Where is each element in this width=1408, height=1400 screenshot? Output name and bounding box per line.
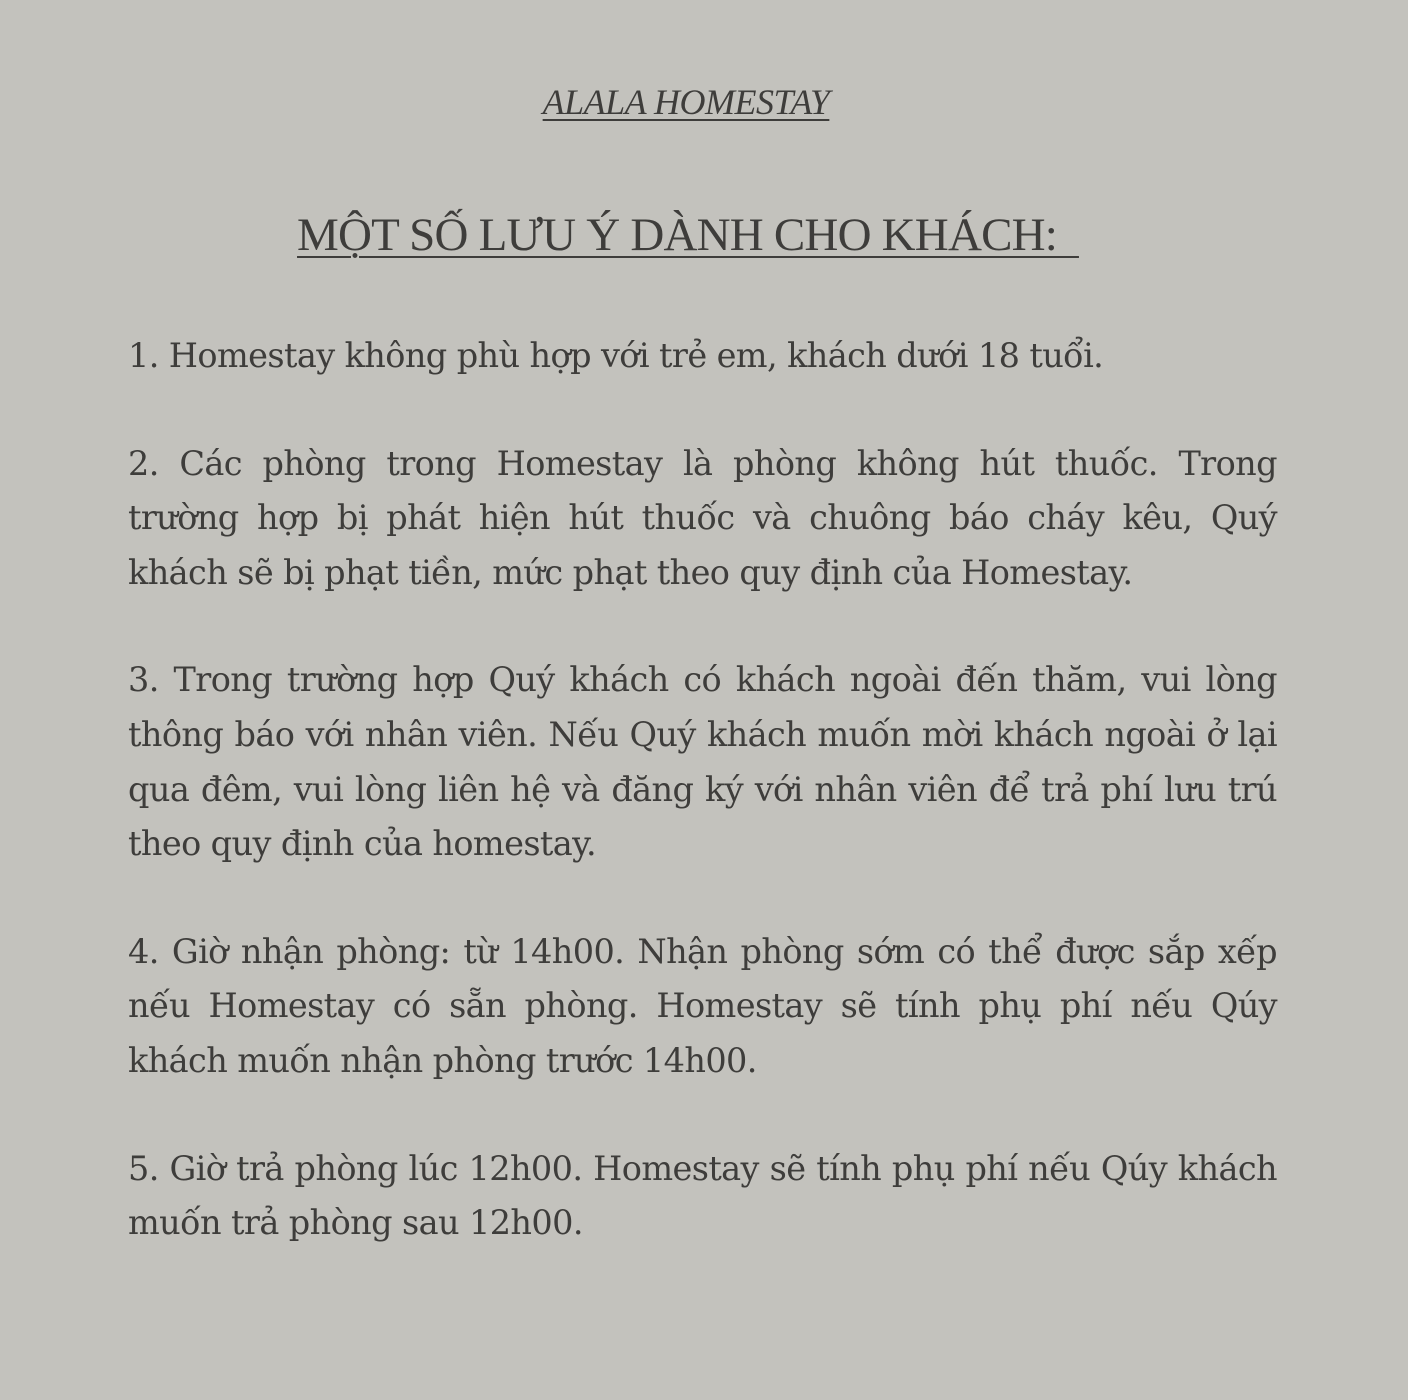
note-item-3: 3. Trong trường hợp Quý khách có khách ngoài đến thăm, vui lòng thông báo với nhân viên. Nếu Quý khách muốn mời khách ngoài ở lại qua đêm, vui lòng liên hệ và đăng ký với nhân viên để trả phí lưu trú theo quy định của homestay. — [128, 660, 1277, 864]
notes-list — [128, 329, 1277, 1304]
note-item-4: 4. Giờ nhận phòng: từ 14h00. Nhận phòng sớm có thể được sắp xếp nếu Homestay có sẵn phòng. Homestay sẽ tính phụ phí nếu Qúy khách muốn nhận phòng trước 14h00. — [128, 931, 1277, 1080]
brand-title: ALALA HOMESTAY — [542, 82, 830, 122]
page-title: MỘT SỐ LƯU Ý DÀNH CHO KHÁCH: — [297, 209, 1079, 261]
note-item-5: 5. Giờ trả phòng lúc 12h00. Homestay sẽ tính phụ phí nếu Qúy khách muốn trả phòng sau 12h00. — [128, 1148, 1277, 1243]
note-item-1: 1. Homestay không phù hợp với trẻ em, khách dưới 18 tuổi. — [128, 336, 1104, 375]
note-item-2: 2. Các phòng trong Homestay là phòng không hút thuốc. Trong trường hợp bị phát hiện hút thuốc và chuông báo cháy kêu, Quý khách sẽ bị phạt tiền, mức phạt theo quy định của Homestay. — [128, 443, 1277, 592]
